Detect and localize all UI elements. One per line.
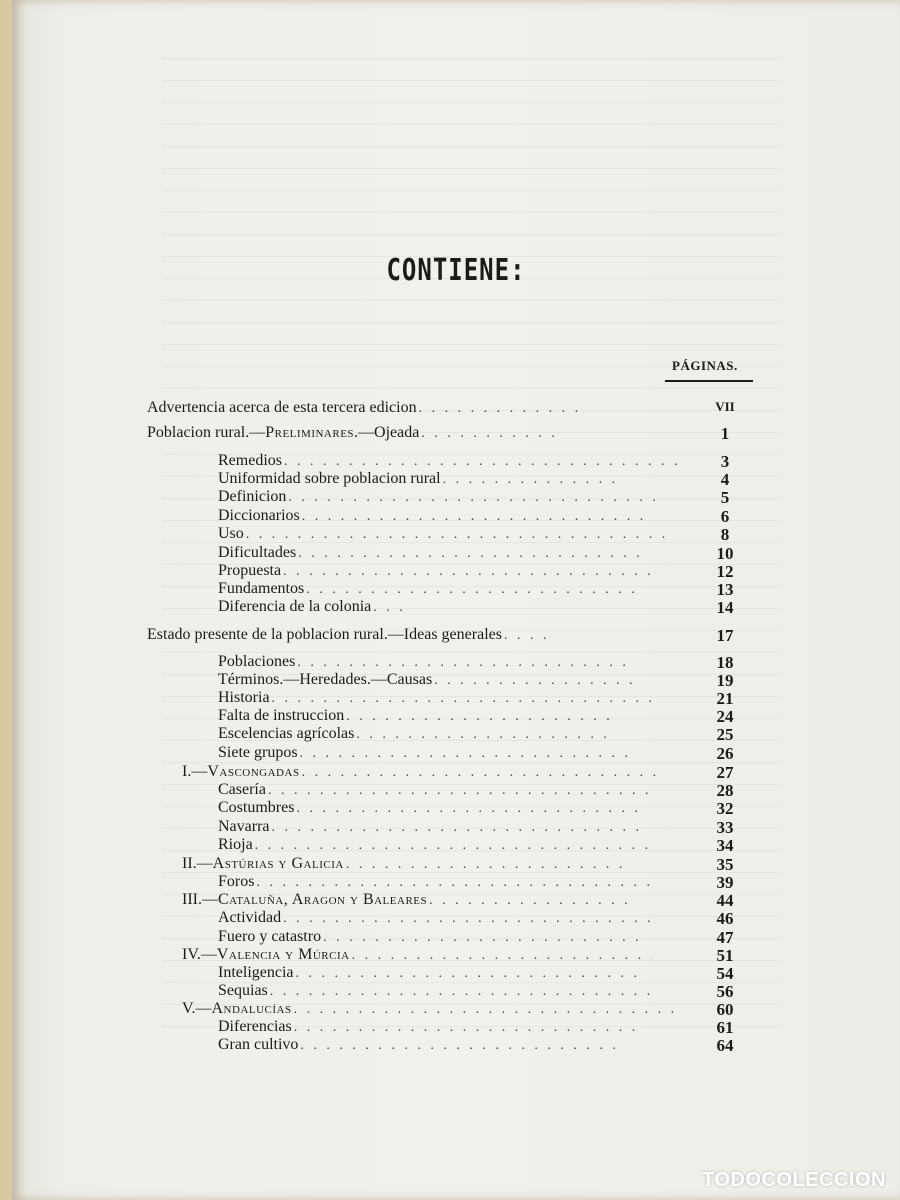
leader-dots (419, 401, 579, 417)
leader-dots (434, 673, 634, 689)
leader-dots (302, 509, 652, 525)
leader-dots (256, 875, 656, 891)
toc-entry-label: Siete grupos (218, 744, 298, 761)
leader-dots (284, 454, 684, 470)
leader-dots (443, 472, 623, 488)
toc-entry-label: Estado presente de la poblacion rural.—Ideas generales (147, 626, 502, 643)
toc-entry-label: Escelencias agrícolas (218, 725, 355, 742)
toc-entry-label: Inteligencia (218, 964, 294, 981)
toc-entry-label: Costumbres (218, 799, 295, 816)
toc-entry-label: Uso (218, 525, 244, 542)
leader-dots (356, 727, 606, 743)
toc-entry-page: 28 (716, 781, 734, 800)
leader-dots (272, 820, 642, 836)
leader-dots (298, 546, 648, 562)
toc-entry-label: V.—Andalucías (182, 1000, 292, 1017)
toc-entry (12, 424, 900, 446)
book-page (12, 0, 900, 1200)
leader-dots (306, 582, 636, 598)
toc-entry-page: 18 (716, 653, 734, 672)
toc-entry (12, 1036, 900, 1058)
leader-dots (323, 930, 643, 946)
toc-entry-label: II.—Astúrias y Galicia (182, 855, 344, 872)
toc-entry-label: Foros (218, 873, 255, 890)
toc-entry-page: 3 (720, 452, 730, 471)
toc-entry-label: I.—Vascongadas (182, 763, 300, 780)
toc-entry-label: Diccionarios (218, 507, 300, 524)
leader-dots (268, 783, 648, 799)
watermark-logo: TODOCOLECCION (702, 1169, 886, 1191)
toc-entry-page: 44 (716, 891, 734, 910)
toc-entry-label: Navarra (218, 818, 270, 835)
leader-dots (429, 893, 629, 909)
toc-entry-label: Poblacion rural.—Preliminares.—Ojeada (147, 424, 420, 441)
leader-dots (296, 966, 636, 982)
toc-entry-page: VII (715, 399, 735, 414)
leader-dots (294, 1002, 674, 1018)
toc-entry-label: IV.—Valencia y Múrcia (182, 946, 350, 963)
toc-entry-page: 17 (716, 626, 734, 645)
leader-dots (297, 655, 627, 671)
leader-dots (300, 1038, 620, 1054)
leader-dots (296, 801, 646, 817)
page-title: CONTIENE: (386, 252, 526, 288)
leader-dots (294, 1020, 644, 1036)
leader-dots (302, 765, 662, 781)
toc-entry-label: Definicion (218, 488, 287, 505)
toc-entry-page: 14 (716, 598, 734, 617)
toc-entry-label: Fundamentos (218, 580, 305, 597)
toc-entry-page: 6 (720, 507, 730, 526)
toc-entry-page: 1 (720, 424, 730, 443)
leader-dots (288, 490, 658, 506)
toc-entry-page: 10 (716, 544, 734, 563)
toc-entry-page: 33 (716, 818, 734, 837)
toc-entry-page: 8 (720, 525, 730, 544)
toc-entry-page: 21 (716, 689, 734, 708)
leader-dots (346, 709, 616, 725)
header-rule (665, 380, 753, 382)
toc-entry (12, 598, 900, 620)
toc-entry (12, 399, 900, 421)
toc-entry-page: 27 (716, 763, 734, 782)
leader-dots (352, 948, 652, 964)
toc-entry-label: Gran cultivo (218, 1036, 299, 1053)
leader-dots (346, 857, 626, 873)
toc-entry (12, 626, 900, 648)
toc-entry-label: Advertencia acerca de esta tercera edicion (147, 399, 417, 416)
toc-entry-label: Diferencia de la colonia (218, 598, 372, 615)
toc-entry-page: 5 (720, 488, 730, 507)
toc-entry-page: 25 (716, 725, 734, 744)
toc-entry-page: 26 (716, 744, 734, 763)
leader-dots (300, 746, 630, 762)
leader-dots (283, 564, 653, 580)
toc-entry-page: 34 (716, 836, 734, 855)
toc-entry-label: Uniformidad sobre poblacion rural (218, 470, 441, 487)
toc-entry-label: Términos.—Heredades.—Causas (218, 671, 433, 688)
toc-entry-page: 64 (716, 1036, 734, 1055)
pages-column-header: PÁGINAS. (672, 358, 738, 373)
toc-entry-page: 46 (716, 909, 734, 928)
toc-entry-label: Propuesta (218, 562, 282, 579)
leader-dots (373, 600, 413, 616)
toc-entry-page: 35 (716, 855, 734, 874)
toc-entry-page: 47 (716, 928, 734, 947)
toc-entry-label: III.—Cataluña, Aragon y Baleares (182, 891, 428, 908)
toc-entry-page: 24 (716, 707, 734, 726)
toc-entry-label: Actividad (218, 909, 282, 926)
leader-dots (283, 911, 653, 927)
toc-entry-label: Diferencias (218, 1018, 292, 1035)
leader-dots (255, 838, 655, 854)
toc-entry-label: Fuero y catastro (218, 928, 322, 945)
toc-entry-page: 12 (716, 562, 734, 581)
toc-entry-page: 4 (720, 470, 730, 489)
toc-entry-page: 61 (716, 1018, 734, 1037)
toc-entry-label: Poblaciones (218, 653, 296, 670)
toc-entry-page: 51 (716, 946, 734, 965)
toc-entry-page: 39 (716, 873, 734, 892)
toc-entry-page: 13 (716, 580, 734, 599)
leader-dots (421, 426, 561, 442)
toc-entry-page: 54 (716, 964, 734, 983)
leader-dots (504, 628, 554, 644)
leader-dots (270, 984, 650, 1000)
toc-entry-label: Remedios (218, 452, 282, 469)
toc-entry-page: 56 (716, 982, 734, 1001)
toc-entry-label: Falta de instruccion (218, 707, 345, 724)
toc-entry-page: 32 (716, 799, 734, 818)
toc-entry-page: 19 (716, 671, 734, 690)
toc-entry-label: Casería (218, 781, 266, 798)
leader-dots (246, 527, 666, 543)
leader-dots (272, 691, 652, 707)
toc-entry-label: Rioja (218, 836, 253, 853)
toc-entry-page: 60 (716, 1000, 734, 1019)
toc-entry-label: Historia (218, 689, 270, 706)
toc-entry-label: Sequias (218, 982, 268, 999)
toc-entry-label: Dificultades (218, 544, 297, 561)
